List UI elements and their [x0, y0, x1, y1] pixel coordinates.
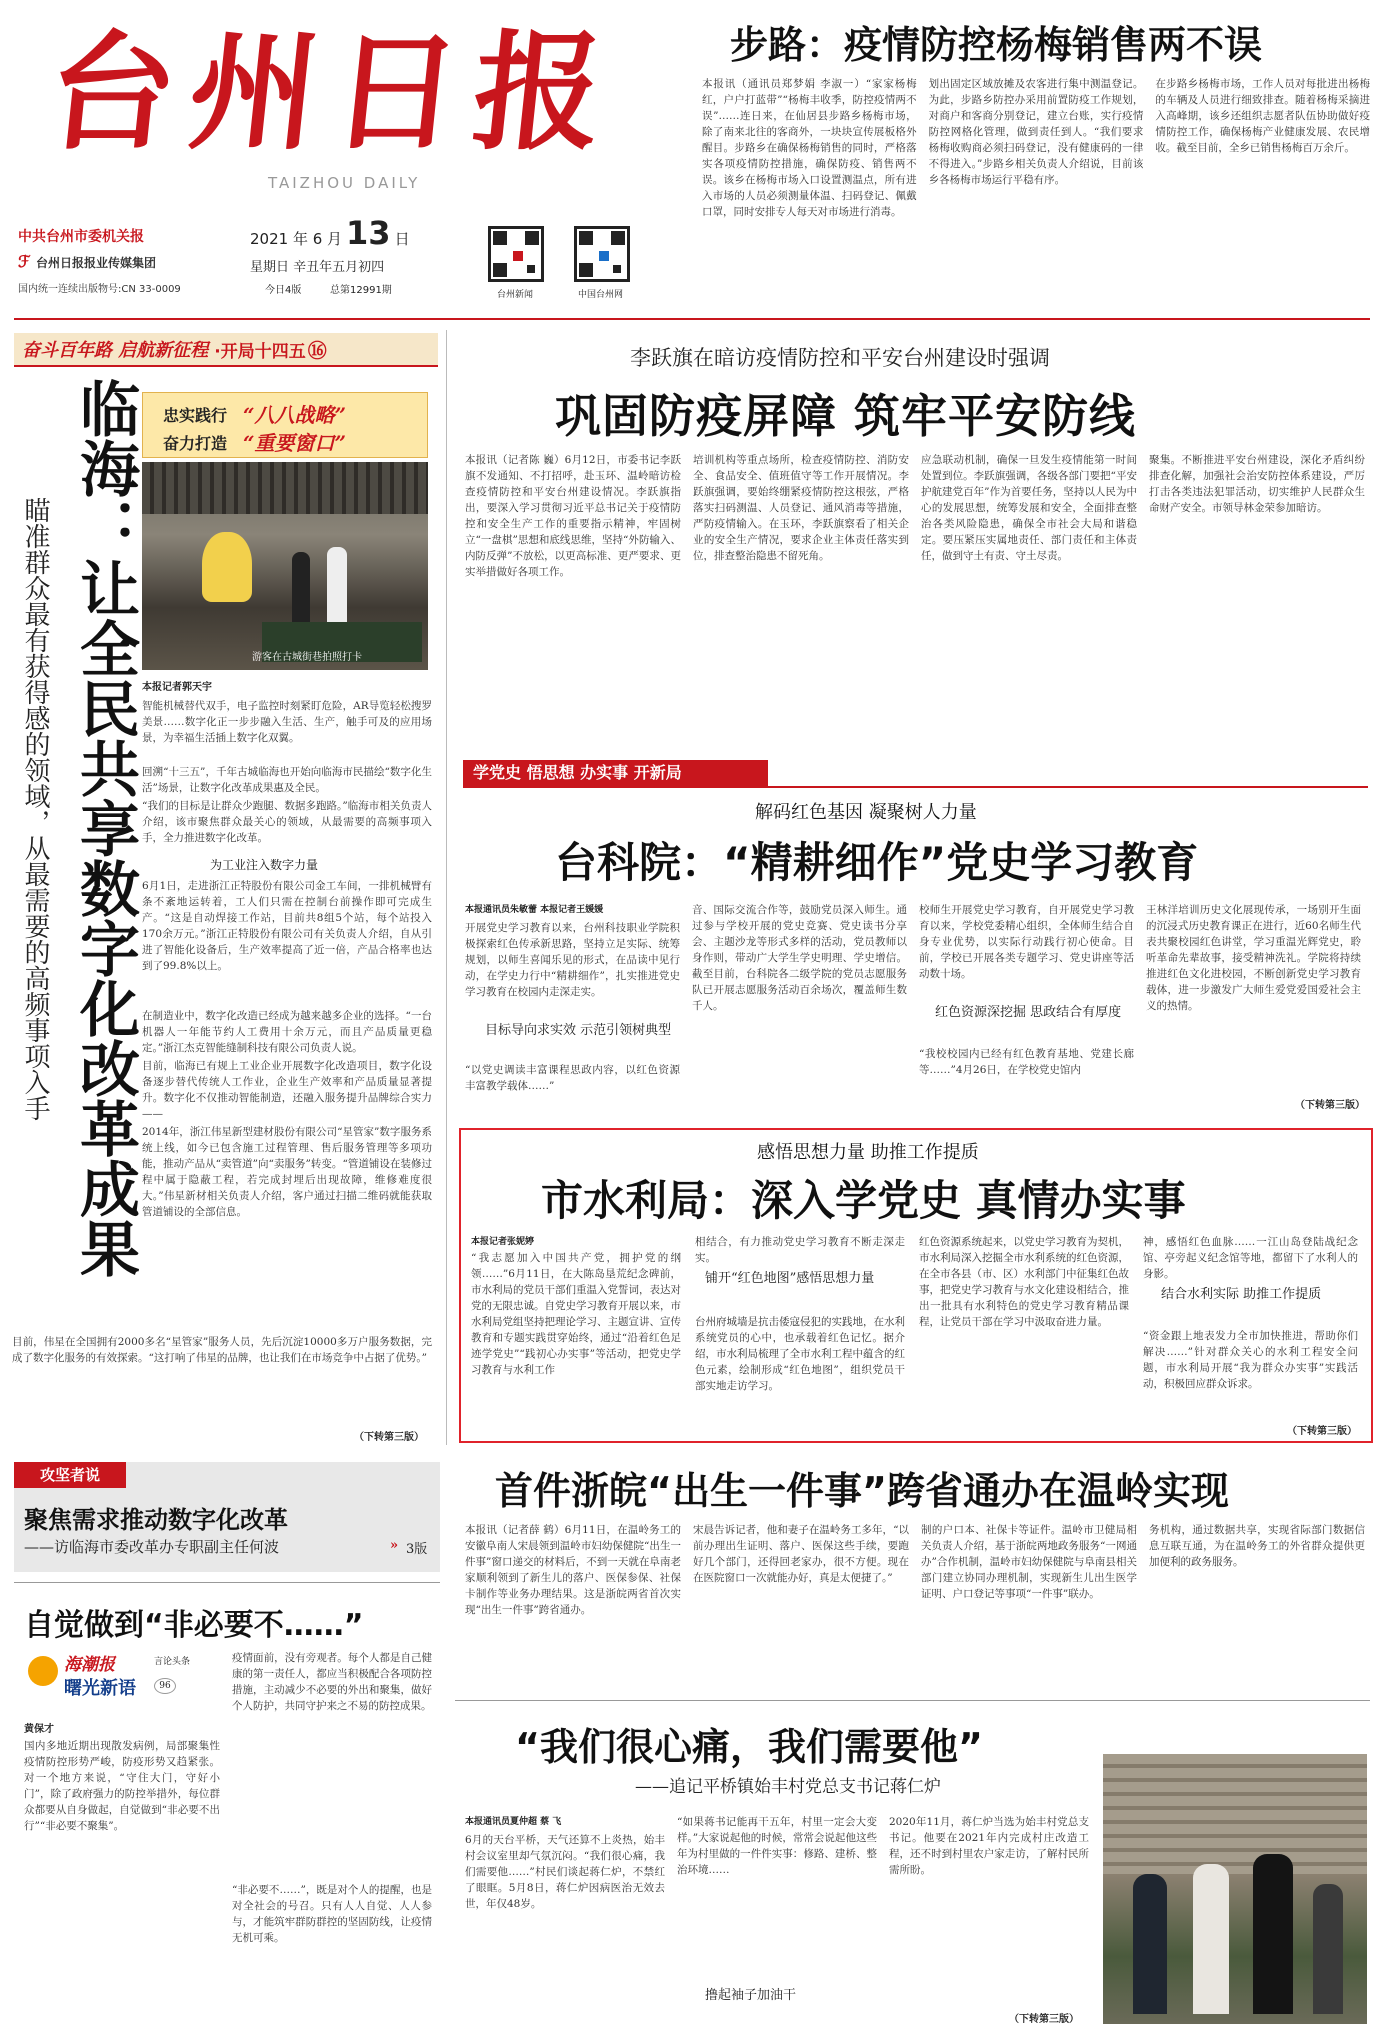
linhai-p1: 智能机械替代双手，电子监控时刻紧盯危险，AR导览轻松搜罗美景……数字化正一步步融入生活、生产，触手可及的应用场景，为幸福生活插上数字化双翼。 [142, 700, 432, 744]
organ-label: 中共台州市委机关报 [18, 229, 144, 245]
linhai-p5: 在制造业中，数字化改造已经成为越来越多企业的选择。“一台机器人一年能节约人工费用十余万元，而且产品质量更稳定。”浙江杰克智能缝制科技有限公司负责人说。 [142, 1010, 432, 1054]
jiang-col-3: 2020年11月，蒋仁炉当选为始丰村党总支书记。他要在2021年内完成村庄改造工程，还不时到村里农户家走访，了解村民所需所盼。 [889, 1816, 1089, 1876]
banner-slogan: 奋斗百年路 启航新征程 [22, 340, 209, 361]
column-banner [14, 333, 438, 367]
jiang-headline[interactable]: “我们很心痛，我们需要他” [515, 1725, 983, 1769]
jiang-sub: ——追记平桥镇始丰村党总支书记蒋仁炉 [635, 1777, 941, 1797]
group-label: 台州日报报业传媒集团 [36, 256, 157, 270]
li-col-2: 培训机构等重点场所，检查疫情防控、消防安全、食品安全、值班值守等工作开展情况。李跃旗强调，要始终绷紧疫情防控这根弦，严格落实扫码测温、人员登记、通风消毒等措施，严防疫情输入。在玉环，李跃旗察看了相关企业的安全生产情况，要求企业主体责任落实到位，排查整治隐患不留死角。 [693, 454, 909, 562]
interview-tag: 攻坚者说 [14, 1462, 126, 1488]
interview-box[interactable] [14, 1462, 440, 1572]
linhai-sub1: 为工业注入数字力量 [210, 858, 319, 872]
tky-story [455, 790, 1375, 1120]
jiang-col-1: 6月的天台平桥，天气还算不上炎热，始丰村会议室里却气氛沉闷。“我们很心痛，我们需要他……”村民们谈起蒋仁炉，不禁红了眼眶。5月8日，蒋仁炉因病医治无效去世，年仅48岁。 [465, 1834, 665, 1910]
water-col-2: 相结合，有力推动党史学习教育不断走深走实。 [695, 1236, 905, 1264]
linhai-p6: 目前，临海已有规上工业企业开展数字化改造项目，数字化设备逐步替代传统人工作业，企业生产效率和产品质量显著提升。数字化不仅推动智能制造，还融入服务提升品牌综合实力—— [142, 1060, 432, 1120]
water-col-1: “我志愿加入中国共产党，拥护党的纲领……”6月11日，在大陈岛垦荒纪念碑前，市水利局的党员干部们重温入党誓词，表达对党的无限忠诚。自党史学习教育开展以来，市水利局党组坚持把理论学习、主题宣讲、宣传教育和专题实践贯穿始终，通过“沿着红色足迹学党史”“践初心办实事”等活动，把党史学习教育与水利工作 [471, 1252, 681, 1376]
top-story-body-1: 本报讯（通讯员郑梦娟 李淑一）“家家杨梅红，户户打蓝带”“杨梅丰收季，防控疫情两不误”……连日来，在仙居县步路乡杨梅市场，除了南来北往的客商外，一块块宣传展板格外醒目。步路乡在确保杨梅销售的同时，严格落实各项疫情防控措施，确保防疫、销售两不误。该乡在杨梅市场入口设置测温点，所有进入市场的人员必须测量体温、扫码登记、佩戴口罩，同时安排专人每天对市场进行消毒。 [702, 78, 917, 218]
birth-col-2: 宋晨告诉记者，他和妻子在温岭务工多年，“以前办理出生证明、落户、医保这些手续，要跑好几个部门，还得回老家办，很不方便。现在在医院窗口一次就能办好，真是太便捷了。” [693, 1524, 909, 1584]
jiang-byline: 本报通讯员夏仲超 蔡 飞 [465, 1817, 562, 1827]
tky-col-1b: “以党史调读丰富课程思政内容，以红色资源丰富教学载体……” [465, 1064, 680, 1092]
birth-headline[interactable]: 首件浙皖“出生一件事”跨省通办在温岭实现 [495, 1469, 1229, 1513]
water-continued[interactable]: （下转第三版） [1287, 1426, 1357, 1437]
masthead-pinyin: TAIZHOU DAILY [268, 174, 421, 192]
cn-number: 国内统一连续出版物号:CN 33-0009 [18, 284, 181, 295]
water-kicker: 感悟思想力量 助推工作提质 [757, 1142, 979, 1163]
li-col-4: 聚集。不断推进平安台州建设，深化矛盾纠纷排查化解，加强社会治安防控体系建设，严厉打击各类违法犯罪活动，切实维护人民群众生命财产安全。市领导林金荣参加暗访。 [1149, 454, 1365, 514]
water-sub2: 结合水利实际 助推工作提质 [1161, 1287, 1322, 1302]
banner-line1: 忠实践行 [163, 406, 228, 425]
li-col-1: 本报讯（记者陈 巍）6月12日，市委书记李跃旗不发通知、不打招呼，赴玉环、温岭暗访检查疫情防控和平安台州建设情况。李跃旗指出，要深入学习贯彻习近平总书记关于疫情防控和安全生产工作的重要指示精神，牢固树立“一盘棋”思想和底线思维，坚持“外防输入、内防反弹”不放松，以更高标准、更严要求、更实举措做好各项工作。 [465, 454, 681, 578]
linhai-subtitle: 瞄准群众最有获得感的领域，从最需要的高频事项入手 [20, 497, 50, 1121]
jiang-photo[interactable] [1103, 1754, 1367, 2024]
essay-col-3: “非必要不……”，既是对个人的提醒，也是对全社会的号召。只有人人自觉、人人参与，才能筑牢群防群控的坚固防线，让疫情无机可乘。 [232, 1884, 432, 1944]
tky-col-2: 音、国际交流合作等，鼓励党员深入师生。通过参与学校开展的党史竞赛、党史读书分享会、主题沙龙等形式多样的活动，党员教师以身作则，带动广大学生学史明理、学史增信。截至目前，台科院各二级学院的党员志愿服务队已开展志愿服务活动百余场次，覆盖师生数千人。 [692, 904, 907, 1012]
li-story [455, 330, 1375, 750]
water-col-3: 红色资源系统起来，以党史学习教育为契机，市水利局深入挖掘全市水利系统的红色资源，在全市各县（市、区）水利部门中征集红色故事，把党史学习教育与水文化建设相结合，推出一批具有水利特色的党史学习教育精品课程，让党员干部在学习中汲取奋进力量。 [919, 1236, 1129, 1328]
sunrise-icon [28, 1656, 58, 1686]
date-suffix: 日 [394, 230, 410, 248]
masthead [0, 0, 700, 300]
tky-sub2: 红色资源深挖掘 思政结合有厚度 [935, 1005, 1122, 1020]
essay-logo [24, 1650, 224, 1710]
weekday: 星期日 辛丑年五月初四 [250, 260, 385, 275]
photo-caption: 游客在古城街巷拍照打卡 [252, 652, 362, 663]
top-story-headline[interactable]: 步路：疫情防控杨梅销售两不误 [730, 23, 1263, 67]
water-col-4b: “资金跟上地表发力全市加快推进，帮助你们解决……”针对群众关心的水利工程安全问题，市水利局开展“我为群众办实事”实践活动，积极回应群众诉求。 [1143, 1330, 1358, 1390]
qr-code-icon[interactable] [574, 226, 630, 282]
pages-count: 今日4版 [265, 285, 302, 296]
li-col-3: 应急联动机制，确保一旦发生疫情能第一时间处置到位。李跃旗强调，各级各部门要把“平安护航建党百年”作为首要任务，坚持以人民为中心的发展思想，统筹发展和安全，全面排查整治各类风险隐患，确保全市社会大局和谐稳定。要压紧压实属地责任、部门责任和主体责任，做到守土有责、守土尽责。 [921, 454, 1137, 562]
tky-col-1: 开展党史学习教育以来，台州科技职业学院积极探索红色传承新思路，坚持立足实际、统筹规划，以师生喜闻乐见的形式，在品读中见行动，在学史力行中“精耕细作”，扎实推进党史学习教育在校园内走深走实。 [465, 922, 680, 998]
tky-continued[interactable]: （下转第三版） [1295, 1100, 1365, 1111]
water-sub1: 铺开“红色地图”感悟思想力量 [705, 1271, 875, 1286]
tky-col-4: 王林洋培训历史文化展现传承，一场别开生面的沉浸式历史教育课正在进行，近60名师生代表共聚校园红色讲堂，学习重温光辉党史，聆听革命先辈故事，接受精神洗礼。学院将持续推进红色文化进校园，不断创新党史学习教育载体，进一步激发广大师生爱党爱国爱社会主义的热情。 [1146, 904, 1361, 1012]
top-story-body-3: 在步路乡杨梅市场，工作人员对每批进出杨梅的车辆及人员进行细致排查。随着杨梅采摘进入高峰期，该乡还组织志愿者队伍协助做好疫情防控工作，确保杨梅产业健康发展、农民增收。截至目前，全乡已销售杨梅百万余斤。 [1155, 78, 1371, 154]
banner-line2: 奋力打造 [163, 434, 228, 453]
window-banner [142, 392, 428, 458]
water-col-2b: 台州府城墙是抗击倭寇侵犯的实践地，在水利系统党员的心中，也承载着红色记忆。据介绍，市水利局梳理了全市水利工程中蕴含的红色元素，绘制形成“红色地图”，组织党员干部实地走访学习。 [695, 1316, 905, 1392]
linhai-p4: 6月1日，走进浙江正特股份有限公司金工车间，一排机械臂有条不紊地运转着，工人们只需在控制台前操作即可完成生产。“这是自动焊接工作站，目前共8组5个站，每个站投入170余万元。”浙江正特股份有限公司有关负责人介绍，自从引进了智能化设备后，生产效率提高了近一倍，产品合格率也达到了99.8%以上。 [142, 880, 432, 972]
tky-sub1: 目标导向求实效 示范引领树典型 [485, 1023, 672, 1038]
masthead-title: 台州日报 [40, 18, 624, 168]
linhai-photo[interactable] [142, 462, 428, 670]
jiang-sub1: 撸起袖子加油干 [705, 1988, 797, 2003]
forward-icon: » [390, 1538, 399, 1553]
li-headline[interactable]: 巩固防疫屏障 筑牢平安防线 [555, 389, 1137, 443]
linhai-byline: 本报记者郭天宇 [142, 682, 212, 693]
tky-col-3: 校师生开展党史学习教育，自开展党史学习教育以来，学校党委精心组织，全体师生结合自身专业优势，以实际行动践行初心使命。目前，学校已开展各类专题学习、党史讲座等活动数十场。 [919, 904, 1134, 980]
water-headline[interactable]: 市水利局：深入学党史 真情办实事 [541, 1176, 1186, 1225]
banner-series: ·开局十四五 [214, 341, 306, 362]
banner-quote2: “重要窗口” [243, 431, 347, 455]
essay-author: 黄保才 [24, 1724, 54, 1735]
logo-tag: 言论头条 [154, 1657, 191, 1667]
essay-headline[interactable]: 自觉做到“非必要不……” [24, 1608, 364, 1643]
jiang-story [455, 1704, 1375, 2034]
water-byline: 本报记者张妮婷 [471, 1237, 535, 1247]
interview-sub: ——访临海市委改革办专职副主任何波 [24, 1538, 280, 1556]
top-story-body-2: 划出固定区域放摊及农客进行集中测温登记。为此，步路乡防控办采用前置防疫工作规划，对商户和客商分别登记，建立台账，实行疫情防控网格化管理，做到责任到人。“我们要求杨梅收购商必须扫码登记，没有健康码的一律不得进入。”步路乡相关负责人介绍说，目前该乡各杨梅市场运行平稳有序。 [928, 78, 1144, 186]
top-story [690, 0, 1385, 310]
jiang-col-2: “如果蒋书记能再干五年，村里一定会大变样。”大家说起他的时候，常常会说起他这些年为村里做的一件件实事：修路、建桥、整治环境…… [677, 1816, 877, 1876]
jiang-continued[interactable]: （下转第三版） [1009, 2014, 1079, 2025]
birth-story [455, 1448, 1375, 1698]
tky-headline[interactable]: 台科院：“精耕细作”党史学习教育 [555, 838, 1199, 887]
essay-col-2: 疫情面前，没有旁观者。每个人都是自己健康的第一责任人，都应当积极配合各项防控措施，主动减少不必要的外出和聚集，做好个人防护，共同守护来之不易的防控成果。 [232, 1652, 432, 1712]
linhai-headline[interactable]: 临海：让全民共享数字化改革成果 [70, 378, 140, 1278]
group-logo-icon: ℱ [18, 252, 31, 271]
qr2-label: 中国台州网 [578, 290, 624, 300]
water-story [459, 1128, 1373, 1443]
birth-col-3: 制的户口本、社保卡等证件。温岭市卫健局相关负责人介绍，基于浙皖两地政务服务“一网通办”合作机制，温岭市妇幼保健院与阜南县相关部门建立协同办理机制，实现新生儿出生医学证明、户口登记等事项“一件事”联办。 [921, 1524, 1137, 1600]
linhai-p3: “我们的目标是让群众少跑腿、数据多跑路。”临海市相关负责人介绍，该市聚焦群众最关心的领域，从最需要的高频事项入手，全力推进数字化改革。 [142, 800, 432, 844]
logo-num: 96 [154, 1678, 176, 1694]
qr-code-icon[interactable] [488, 226, 544, 282]
banner-quote1: “八八战略” [243, 403, 347, 427]
banner-number: ⑯ [307, 339, 327, 362]
issue-number: 总第12991期 [330, 285, 392, 296]
linhai-continued[interactable]: （下转第三版） [354, 1432, 424, 1443]
essay-col-1: 国内多地近期出现散发病例，局部聚集性疫情防控形势严峻，防疫形势又趋紧张。对一个地方来说，“守住大门，守好小门”，除了政府强力的防控举措外，每位群众都要从自身做起，自觉做到“非必要不出行”“非必要不聚集”。 [24, 1740, 220, 1832]
birth-col-4: 务机构，通过数据共享，实现省际部门数据信息互联互通，为在温岭务工的外省群众提供更加便利的政务服务。 [1149, 1524, 1365, 1568]
birth-col-1: 本报讯（记者薛 鹤）6月11日，在温岭务工的安徽阜南人宋晨领到温岭市妇幼保健院“出生一件事”窗口递交的材料后，不到一天就在阜南老家顺利领到了新生儿的落户、医保参保、社保卡制作等业务办理结果。这是浙皖两省首次实现“出生一件事”跨省通办。 [465, 1524, 681, 1616]
logo-big: 曙光新语 [64, 1678, 136, 1699]
date-prefix: 2021 年 6 月 [250, 230, 343, 248]
interview-page[interactable]: 3版 [406, 1542, 428, 1557]
logo-small: 海潮报 [64, 1655, 115, 1675]
linhai-story [0, 372, 440, 1452]
linhai-p7: 2014年，浙江伟星新型建材股份有限公司“星管家”数字服务系统上线，如今已包含施工过程管理、售后服务管理等多项功能，推动产品从“卖管道”向“卖服务”转变。“管道铺设在装修过程中属于隐蔽工程，若完成封埋后出现故障，维修难度很大。”伟星新材相关负责人介绍，客户通过扫描二维码就能获取管道铺设的全部信息。 [142, 1126, 432, 1218]
tky-kicker: 解码红色基因 凝聚树人力量 [755, 802, 977, 823]
qr1-label: 台州新闻 [497, 290, 534, 300]
party-history-banner: 学党史 悟思想 办实事 开新局 [463, 760, 768, 786]
water-col-4: 神，感悟红色血脉……一江山岛登陆战纪念馆、亭旁起义纪念馆等地，都留下了水利人的身影。 [1143, 1236, 1358, 1280]
tky-col-3b: “我校校园内已经有红色教育基地、党建长廊等……”4月26日，在学校党史馆内 [919, 1048, 1134, 1076]
tky-byline: 本报通讯员朱敏蕾 本报记者王媛媛 [465, 905, 604, 915]
li-kicker: 李跃旗在暗访疫情防控和平安台州建设时强调 [630, 346, 1050, 370]
interview-headline[interactable]: 聚焦需求推动数字化改革 [24, 1506, 288, 1534]
linhai-p8: 目前，伟星在全国拥有2000多名“星管家”服务人员，先后沉淀10000多万户服务数据，完成了数字化服务的有效探索。“这打响了伟星的品牌，也让我们在市场竞争中占据了优势。” [12, 1336, 432, 1364]
date-line [250, 214, 410, 252]
linhai-p2: 回溯“十三五”，千年古城临海也开始向临海市民描绘“数字化生活”场景，让数字化改革成果惠及全民。 [142, 766, 432, 794]
date-day: 13 [346, 214, 391, 252]
essay [14, 1592, 440, 2032]
